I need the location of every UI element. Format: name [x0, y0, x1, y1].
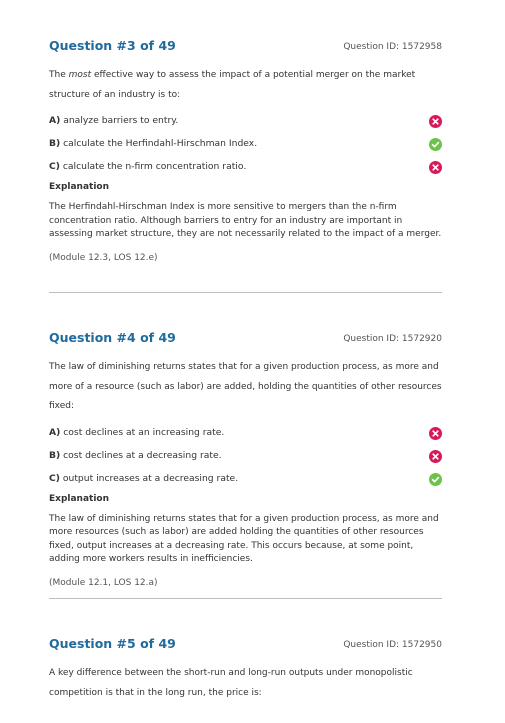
answer-option-a[interactable] — [49, 421, 442, 444]
question-id: Question ID: 1572950 — [343, 640, 442, 650]
option-text: analyze barriers to entry. — [60, 115, 179, 126]
question-header — [49, 330, 442, 352]
option-letter: C) — [49, 472, 60, 484]
answer-option-c[interactable] — [49, 467, 442, 490]
x-circle-icon — [429, 426, 442, 439]
option-text: calculate the n-firm concentration ratio. — [59, 161, 247, 172]
explanation-text: The law of diminishing returns states that for a given production process, as more and more resources (such as labor) are added holding the quantities of other resources fixed, output increases at a decreasing rate. This occurs because, at some point, adding more workers results in inefficiencies. — [49, 513, 439, 565]
stem-text: effective way to assess the impact of a potential merger on the market structure of an industry is to: — [49, 70, 416, 100]
question-header — [49, 38, 442, 60]
check-circle-icon — [429, 472, 442, 485]
x-circle-icon — [429, 114, 442, 127]
option-text: cost declines at a decreasing rate. — [60, 449, 222, 461]
question-title: Question #3 of 49 — [49, 38, 176, 53]
option-letter: A) — [49, 426, 61, 438]
question-block-3 — [49, 38, 442, 263]
option-letter: C) — [49, 161, 60, 172]
option-letter: B) — [49, 449, 61, 461]
question-block-4 — [49, 330, 442, 588]
stem-emphasis: most — [68, 70, 92, 80]
option-text: output increases at a decreasing rate. — [59, 472, 239, 484]
module-reference: (Module 12.1, LOS 12.a) — [49, 577, 158, 588]
answer-option-c[interactable] — [49, 155, 442, 178]
option-text: cost declines at an increasing rate. — [60, 426, 225, 438]
explanation-text: The Herfindahl-Hirschman Index is more sensitive to mergers than the n-firm concentration ratio. Although barriers to entry for an industry are important in assessing market structure, they are not necessarily related to the impact of a merger. — [49, 202, 442, 240]
question-id: Question ID: 1572920 — [343, 334, 442, 344]
answer-option-b[interactable] — [49, 444, 442, 467]
option-letter: A) — [49, 115, 61, 126]
question-stem: A key difference between the short-run and long-run outputs under monopolistic competition is that in the long run, the price is: — [49, 668, 413, 698]
divider — [49, 292, 442, 293]
option-letter: B) — [49, 138, 61, 149]
x-circle-icon — [429, 449, 442, 462]
question-title: Question #5 of 49 — [49, 636, 176, 651]
question-block-5 — [49, 636, 442, 703]
divider — [49, 598, 442, 599]
question-stem: The law of diminishing returns states that for a given production process, as more and more of a resource (such as labor) are added, holding the quantities of other resources fixed: — [49, 362, 442, 411]
option-text: calculate the Herfindahl-Hirschman Index. — [60, 138, 258, 149]
check-circle-icon — [429, 137, 442, 150]
answer-options — [49, 421, 442, 490]
module-reference: (Module 12.3, LOS 12.e) — [49, 252, 158, 263]
explanation-heading: Explanation — [49, 182, 110, 192]
question-stem — [49, 66, 442, 105]
question-title: Question #4 of 49 — [49, 330, 176, 345]
question-header — [49, 636, 442, 658]
stem-text: The — [49, 70, 69, 80]
question-id: Question ID: 1572958 — [343, 42, 442, 52]
answer-option-a[interactable] — [49, 109, 442, 132]
explanation-heading: Explanation — [49, 493, 110, 504]
answer-option-b[interactable] — [49, 132, 442, 155]
answer-options — [49, 109, 442, 178]
x-circle-icon — [429, 160, 442, 173]
